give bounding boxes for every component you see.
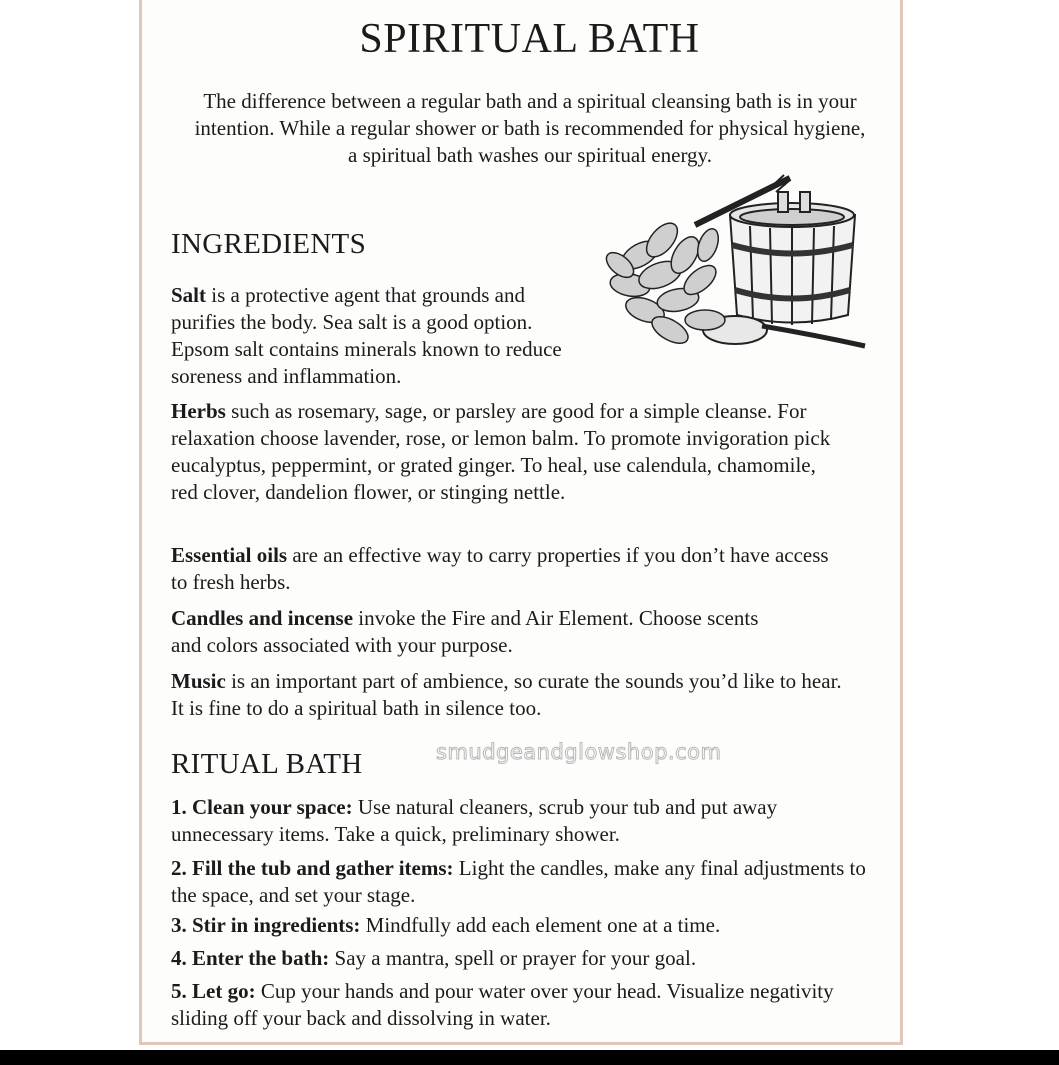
ingredients-heading: INGREDIENTS: [171, 228, 367, 260]
step-text: Say a mantra, spell or prayer for your goal.: [329, 946, 697, 970]
ingredient-text: is a protective agent that grounds and purifies the body. Sea salt is a good option. Epsom salt contains minerals known to reduce soreness and inflammation.: [171, 283, 562, 388]
ritual-step-2: [171, 855, 871, 909]
step-term: 5. Let go:: [171, 979, 256, 1003]
bottom-bar: [0, 1050, 1059, 1065]
ingredient-text: is an important part of ambience, so curate the sounds you’d like to hear. It is fine to do a spiritual bath in silence too.: [171, 669, 842, 720]
page-title: SPIRITUAL BATH: [359, 16, 700, 62]
ingredient-term: Herbs: [171, 399, 226, 423]
step-text: Light the candles, make any final adjustments to the space, and set your stage.: [171, 856, 866, 907]
ingredient-term: Salt: [171, 283, 207, 307]
ingredient-salt: [171, 282, 591, 390]
ingredient-herbs: [171, 398, 841, 506]
ritual-heading: RITUAL BATH: [171, 748, 363, 780]
ingredient-term: Essential oils: [171, 543, 288, 567]
ingredient-text: such as rosemary, sage, or parsley are good for a simple cleanse. For relaxation choose lavender, rose, or lemon balm. To promote invigoration pick eucalyptus, peppermint, or grated ginger. To heal, use calendula, chamomile, red clover, dandelion flower, or stinging nettle.: [171, 399, 831, 504]
step-term: 2. Fill the tub and gather items:: [171, 856, 454, 880]
ingredient-text: are an effective way to carry properties if you don’t have access to fresh herbs.: [171, 543, 829, 594]
ingredient-text: invoke the Fire and Air Element. Choose scents and colors associated with your purpose.: [171, 606, 759, 657]
step-text: Mindfully add each element one at a time.: [360, 913, 721, 937]
ritual-step-4: [171, 945, 871, 972]
step-text: Use natural cleaners, scrub your tub and put away unnecessary items. Take a quick, preliminary shower.: [171, 795, 778, 846]
step-text: Cup your hands and pour water over your head. Visualize negativity sliding off your back and dissolving in water.: [171, 979, 834, 1030]
watermark-url: smudgeandglowshop.com: [436, 740, 722, 764]
wooden-bathtub-bucket-with-birch-broom-and-ladle-icon: [600, 170, 875, 370]
ritual-step-5: [171, 978, 861, 1032]
step-term: 1. Clean your space:: [171, 795, 353, 819]
ingredient-term: Music: [171, 669, 226, 693]
ritual-step-3: [171, 912, 871, 939]
ingredient-essential-oils: [171, 542, 831, 596]
ingredient-term: Candles and incense: [171, 606, 354, 630]
ingredient-music: [171, 668, 851, 722]
ritual-step-1: [171, 794, 871, 848]
step-term: 3. Stir in ingredients:: [171, 913, 361, 937]
intro-paragraph: The difference between a regular bath and a spiritual cleansing bath is in your intention. While a regular shower or bath is recommended for physical hygiene, a spiritual bath washes our spiritual energy.: [194, 89, 866, 167]
step-term: 4. Enter the bath:: [171, 946, 330, 970]
ingredient-candles-incense: [171, 605, 791, 659]
